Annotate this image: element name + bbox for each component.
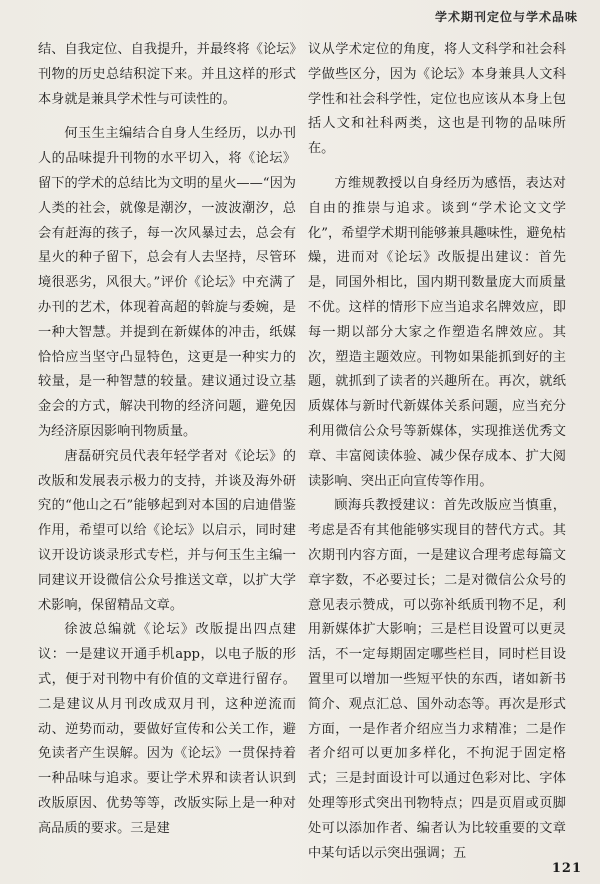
paragraph: 唐磊研究员代表年轻学者对《论坛》的改版和发展表示极力的支持，并谈及海外研究的“他山之石”能够起到对本国的启迪借鉴作用，希望可以给《论坛》以启示，同时建议开设访谈录形式专栏，并与何玉生主编一同建议开设微信公众号推送文章，以扩大学术影响，保留精品文章。 [38,448,296,613]
paragraph: 顾海兵教授建议：首先改版应当慎重，考虑是否有其他能够实现目的替代方式。其次期刊内容方面，一是建议合理考虑每篇文章字数，不必要过长；二是对微信公众号的意见表示赞成，可以弥补纸质刊物不足，利用新媒体扩大影响；三是栏目设置可以更灵活，不一定每期固定哪些栏目，同时栏目设置里可以增加一些短平快的东西，诸如新书简介、观点汇总、国外动态等。再次是形式方面，一是作者介绍应当力求精准；二是作者介绍可以更加多样化，不拘泥于固定格式；三是封面设计可以通过色彩对比、字体处理等形式突出刊物特点；四是页眉或页脚处可以添加作者、编者认为比较重要的文章中某句话以示突出强调；五 [308,498,566,861]
paragraph: 方维规教授以自身经历为感悟，表达对自由的推崇与追求。谈到“学术论文文学化”，希望学术期刊能够兼具趣味性，避免枯燥，进而对《论坛》改版提出建议：首先是，同国外相比，国内期刊数量庞大而质量不优。这样的情形下应当追求名牌效应，即每一期以部分大家之作塑造名牌效应。其次，塑造主题效应。刊物如果能抓到好的主题，就抓到了读者的兴趣所在。再次，就纸质媒体与新时代新媒体关系问题，应当充分利用微信公众号等新媒体，实现推送优秀文章、丰富阅读体验、减少保存成本、扩大阅读影响、突出正向宣传等作用。 [308,175,566,489]
paragraph: 何玉生主编结合自身人生经历，以办刊人的品味提升刊物的水平切入，将《论坛》留下的学术的总结比为文明的星火——“因为人类的社会，就像是潮汐，一波波潮汐，总会有赶海的孩子，每一次风暴过去，总会有星火的种子留下，总会有人去坚持，尽管环境很恶劣，风很大。”评价《论坛》中充满了办刊的艺术，体现着高超的斡旋与委婉，是一种大智慧。并提到在新媒体的冲击，纸媒恰恰应当坚守凸显特色，这更是一种实力的较量，是一种智慧的较量。建议通过设立基金会的方式，解决刊物的经济问题，避免因为经济原因影响刊物质量。 [38,126,296,439]
left-column [38,38,296,842]
paragraph: 徐波总编就《论坛》改版提出四点建议：一是建议开通手机app，以电子版的形式，便于对刊物中有价值的文章进行留存。二是建议从月刊改成双月刊，这种逆流而动、逆势而动，要做好宣传和公关工作，避免读者产生误解。因为《论坛》一贯保持着一种品味与追求。要让学术界和读者认识到改版原因、优势等等，改版实际上是一种对高品质的要求。三是建 [38,622,296,836]
running-header: 学术期刊定位与学术品味 [434,10,578,24]
paragraph: 议从学术定位的角度，将人文科学和社会科学做些区分，因为《论坛》本身兼具人文科学性和社会科学性，定位也应该从本身上包括人文和社科两类，这也是刊物的品味所在。 [308,42,566,157]
right-column [308,38,566,866]
paragraph: 结、自我定位、自我提升，并最终将《论坛》刊物的历史总结积淀下来。并且这样的形式本身就是兼具学术性与可读性的。 [38,42,296,107]
page-number: 121 [551,861,582,876]
